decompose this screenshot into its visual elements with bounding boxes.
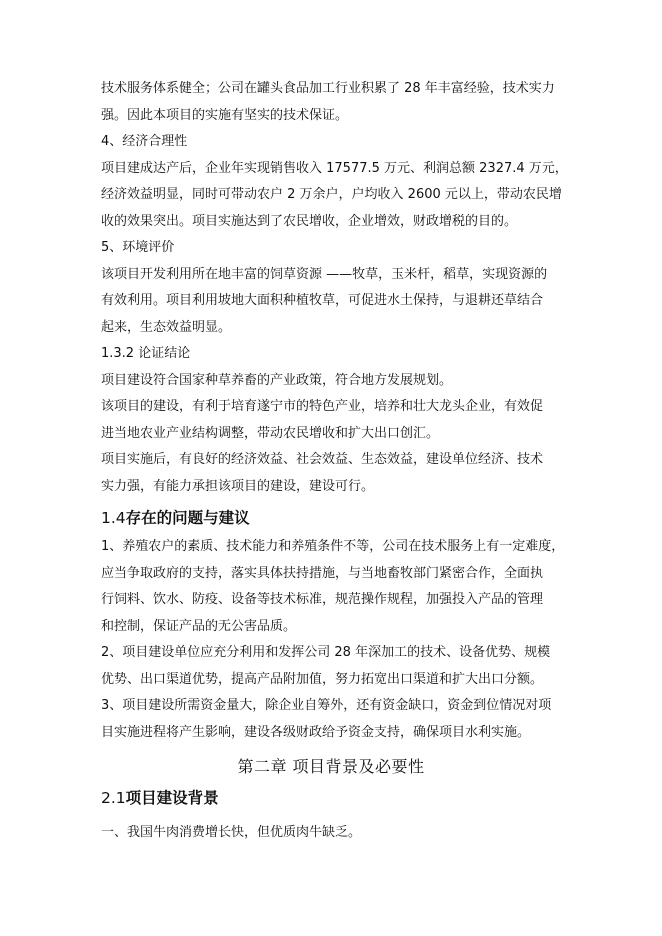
text-line: 3、项目建设所需资金量大，除企业自筹外，还有资金缺口，资金到位情况对项 xyxy=(101,698,552,713)
text-line: 2、项目建设单位应充分利用和发挥公司 28 年深加工的技术、设备优势、规模 xyxy=(101,645,551,660)
text-line: 收的效果突出。项目实施达到了农民增收，企业增效，财政增税的目的。 xyxy=(101,213,518,229)
text-line: 1、养殖农户的素质、技术能力和养殖条件不等，公司在技术服务上有一定难度， xyxy=(101,539,565,554)
text-line: 项目建设符合国家种草养畜的产业政策，符合地方发展规划。 xyxy=(101,372,453,388)
paragraph-conclusion-2 xyxy=(101,394,561,447)
heading-conclusion: 1.3.2 论证结论 xyxy=(101,346,191,361)
paragraph-conclusion-3 xyxy=(101,447,561,500)
section-title: 存在的问题与建议 xyxy=(125,509,250,527)
paragraph-tech-service xyxy=(101,76,561,129)
paragraph-economic xyxy=(101,156,568,236)
section-heading-2-1 xyxy=(101,784,561,812)
issue-item-3 xyxy=(101,693,561,746)
text-line: 和控制，保证产品的无公害品质。 xyxy=(101,618,297,634)
paragraph-environment xyxy=(101,262,561,342)
heading-economic-rationality: 4、经济合理性 xyxy=(101,134,188,149)
text-line: 起来，生态效益明显。 xyxy=(101,319,232,335)
section-title: 项目建设背景 xyxy=(125,789,219,807)
text-line: 有效利用。项目利用坡地大面积种植牧草，可促进水土保持，与退耕还草结合 xyxy=(101,293,544,308)
section-number: 2.1 xyxy=(101,789,126,807)
text-line: 目实施进程将产生影响，建设各级财政给予资金支持，确保项目水利实施。 xyxy=(101,724,531,740)
heading-environment: 5、环境评价 xyxy=(101,240,175,255)
text-line: 应当争取政府的支持，落实具体扶持措施，与当地畜牧部门紧密合作，全面执 xyxy=(101,565,544,581)
paragraph-conclusion-1 xyxy=(101,368,561,395)
issue-item-1 xyxy=(101,534,565,640)
chapter-heading: 第二章 项目背景及必要性 xyxy=(237,757,425,776)
text-line: 优势、出口渠道优势，提高产品附加值，努力拓宽出口渠道和扩大出口分额。 xyxy=(101,671,544,687)
text-line: 行饲料、饮水、防疫、设备等技术标准，规范操作规程，加强投入产品的管理 xyxy=(101,592,544,607)
text-line: 技术服务体系健全；公司在罐头食品加工行业积累了 28 年丰富经验，技术实力 xyxy=(101,81,555,96)
page-content xyxy=(101,76,568,846)
list-item-beef-consumption: 一、我国牛肉消费增长快，但优质肉牛缺乏。 xyxy=(101,825,362,840)
text-line: 实力强，有能力承担该项目的建设，建设可行。 xyxy=(101,478,375,494)
text-line: 项目建成达产后，企业年实现销售收入 17577.5 万元、利润总额 2327.4 万元， xyxy=(101,160,568,176)
issue-item-2 xyxy=(101,640,561,693)
section-heading-1-4 xyxy=(101,504,561,532)
section-number: 1.4 xyxy=(101,509,126,527)
text-line: 经济效益明显，同时可带动农户 2 万余户，户均收入 2600 元以上，带动农民增 xyxy=(101,187,562,202)
text-line: 该项目的建设，有利于培育遂宁市的特色产业，培养和壮大龙头企业，有效促 xyxy=(101,399,544,414)
text-line: 项目实施后，有良好的经济效益、社会效益、生态效益，建设单位经济、技术 xyxy=(101,452,544,467)
text-line: 该项目开发利用所在地丰富的饲草资源 ——牧草，玉米杆，稻草，实现资源的 xyxy=(101,266,548,282)
text-line: 强。因此本项目的实施有坚实的技术保证。 xyxy=(101,107,349,123)
text-line: 进当地农业产业结构调整，带动农民增收和扩大出口创汇。 xyxy=(101,425,440,441)
